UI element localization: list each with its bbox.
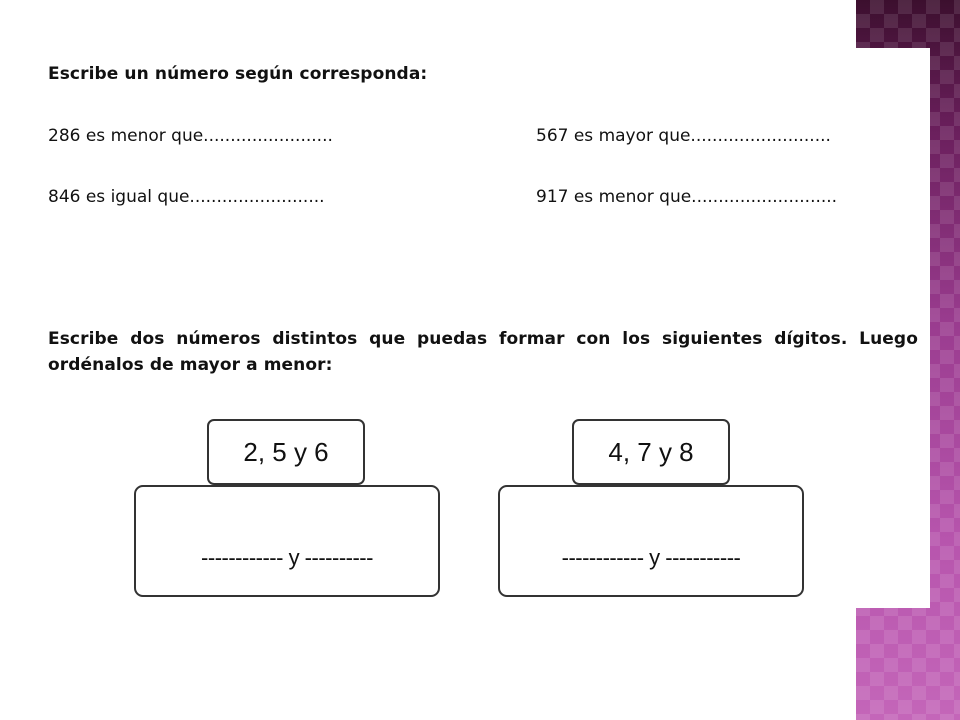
- answer-box: [498, 485, 804, 597]
- digits-box: 4, 7 y 8: [572, 419, 730, 485]
- exercise1-item: 917 es menor que...........................: [536, 187, 838, 207]
- worksheet-image: [0, 48, 930, 608]
- exercise1-item: 846 es igual que.........................: [48, 187, 325, 207]
- exercise1-item: 567 es mayor que..........................: [536, 126, 831, 146]
- answer-blank: ------------ y ----------: [201, 545, 373, 570]
- digits-box: 2, 5 y 6: [207, 419, 365, 485]
- exercise1-item: 286 es menor que........................: [48, 126, 333, 146]
- answer-blank: ------------ y -----------: [561, 545, 741, 570]
- exercise1-title: Escribe un número según corresponda:: [48, 64, 428, 84]
- answer-box: [134, 485, 440, 597]
- exercise2-title: Escribe dos números distintos que puedas formar con los siguientes dígitos. Luego ordénalos de mayor a menor:: [48, 329, 918, 375]
